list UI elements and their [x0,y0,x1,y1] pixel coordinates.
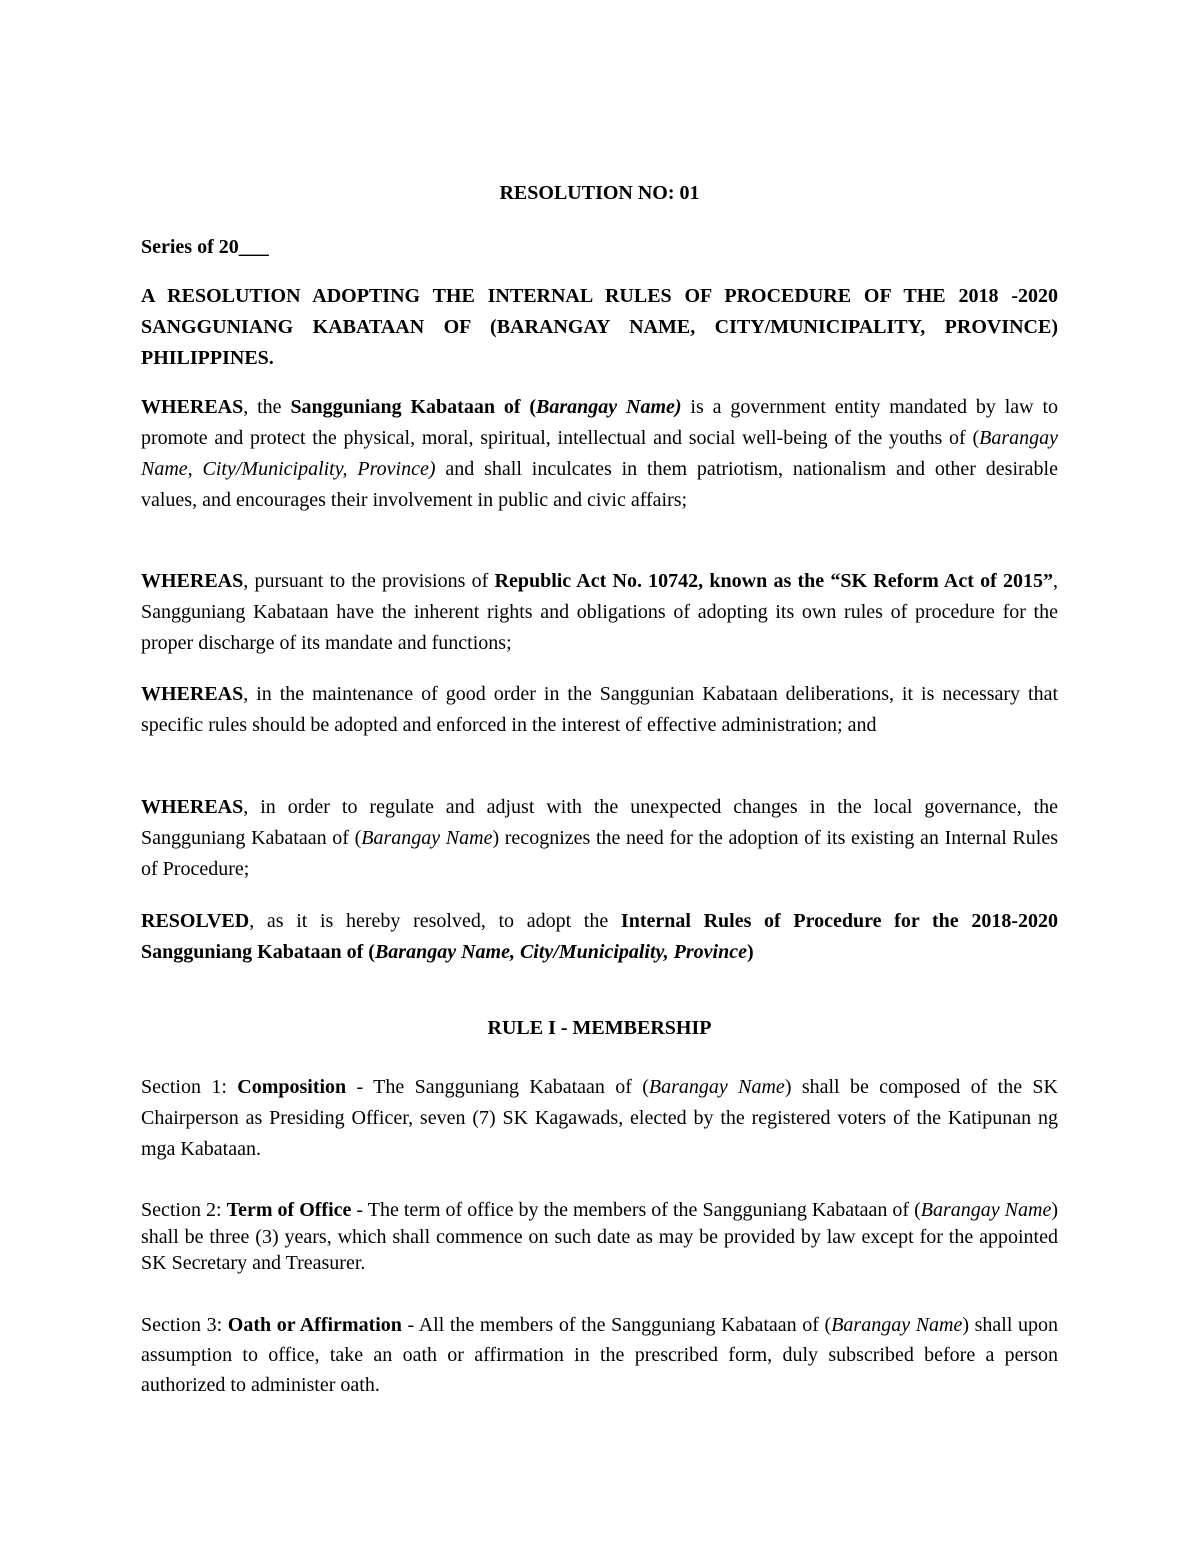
whereas-paragraph-4 [141,792,1058,885]
text-run: Barangay Name) [536,396,682,418]
text-run: ) recognizes the need for the adoption of its existing an Internal Rules of Procedure; [141,827,1058,880]
text-run: Sangguniang Kabataan of ( [290,396,537,418]
resolution-title: RESOLUTION NO: 01 [499,182,700,204]
text-run: , in the maintenance of good order in the Sanggunian Kabataan deliberations, it is necessary that specific rules should be adopted and enforced in the interest of effective administration; and [141,683,1058,736]
text-run: , pursuant to the provisions of [243,570,495,592]
whereas-keyword: WHEREAS [141,796,244,818]
section-1 [141,1072,1058,1165]
text-run: Internal Rules of Procedure for the 2018-2020 Sangguniang Kabataan of ( [141,910,1058,963]
section-number: Section 2: [141,1199,227,1221]
text-run: ) shall be three (3) years, which shall commence on such date as may be provided by law except for the appointed SK Secretary and Treasurer. [141,1199,1059,1274]
text-run: Republic Act No. 10742, known as the “SK Reform Act of 2015” [494,570,1053,592]
text-run: Barangay Name [831,1314,963,1336]
text-run: , Sangguniang Kabataan have the inherent rights and obligations of adopting its own rules of procedure for the proper discharge of its mandate and functions; [141,570,1058,654]
text-run: - The Sangguniang Kabataan of ( [346,1076,649,1098]
rule-title: RULE I - MEMBERSHIP [487,1017,712,1039]
text-run: Barangay Name [648,1076,785,1098]
section-heading: Term of Office [226,1199,352,1221]
text-run: and shall inculcates in them patriotism, nationalism and other desirable values, and encourages their involvement in public and civic affairs; [141,458,1058,511]
text-run: , the [243,396,291,418]
section-heading: Oath or Affirmation [227,1314,402,1336]
text-run: Barangay Name, City/Municipality, Province) [141,427,1058,480]
whereas-paragraph-2 [141,566,1058,659]
text-run: ) shall be composed of the SK Chairperson as Presiding Officer, seven (7) SK Kagawads, elected by the registered voters of the Katipunan ng mga Kabataan. [141,1076,1058,1160]
whereas-keyword: WHEREAS [141,396,244,418]
text-run: - The term of office by the members of the Sangguniang Kabataan of ( [351,1199,921,1221]
text-run: Barangay Name [920,1199,1052,1221]
section-2 [141,1197,1058,1277]
whereas-keyword: WHEREAS [141,570,244,592]
section-3 [141,1310,1058,1400]
resolved-paragraph [141,906,1058,968]
text-run: ) [747,941,754,963]
resolved-keyword: RESOLVED [141,910,250,932]
whereas-keyword: WHEREAS [141,683,244,705]
text-run: is a government entity mandated by law to promote and protect the physical, moral, spiritual, intellectual and social well-being of the youths of ( [141,396,1059,449]
text-run: - All the members of the Sangguniang Kabataan of ( [401,1314,832,1336]
resolution-heading: A RESOLUTION ADOPTING THE INTERNAL RULES OF PROCEDURE OF THE 2018 -2020 SANGGUNIANG KABATAAN OF (BARANGAY NAME, CITY/MUNICIPALITY, PROVINCE) PHILIPPINES. [141,285,1058,369]
series-line: Series of 20___ [141,236,269,258]
text-run: Barangay Name, City/Municipality, Province [374,941,747,963]
whereas-paragraph-3 [141,679,1058,741]
text-run: Barangay Name [361,827,493,849]
text-run: , in order to regulate and adjust with the unexpected changes in the local governance, the Sangguniang Kabataan of ( [141,796,1058,849]
section-number: Section 1: [141,1076,238,1098]
text-run: , as it is hereby resolved, to adopt the [249,910,621,932]
text-run: ) shall upon assumption to office, take an oath or affirmation in the prescribed form, duly subscribed before a person authorized to administer oath. [141,1314,1059,1396]
section-heading: Composition [237,1076,347,1098]
section-number: Section 3: [141,1314,228,1336]
whereas-paragraph-1 [141,392,1058,516]
